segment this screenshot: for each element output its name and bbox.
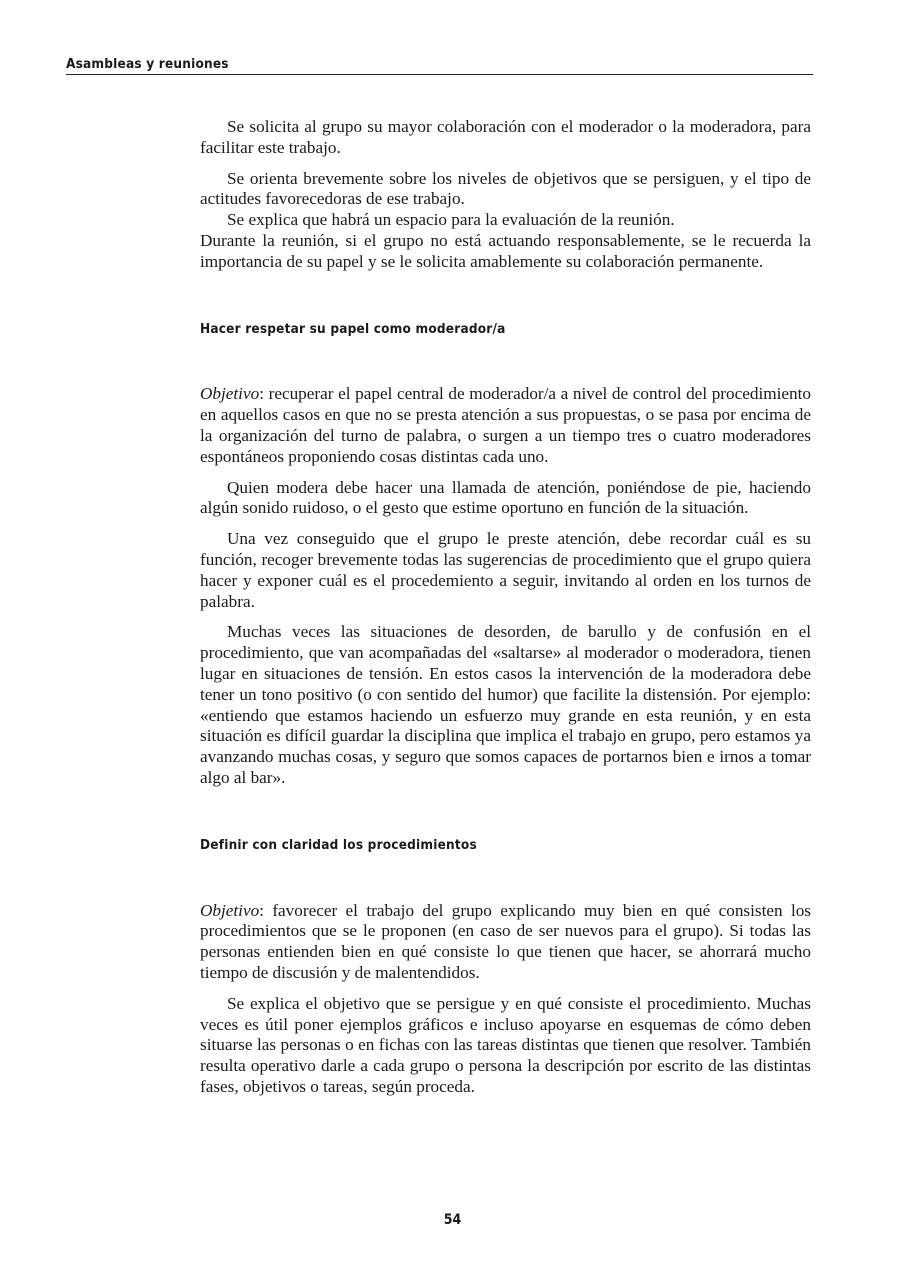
objective-text: : recuperar el papel central de moderador/a a nivel de control del procedimiento en aquellos casos en que no se presta atención a sus propuestas, o se pasa por encima de la organización del turno de palabra, o surgen a un tiempo tres o cuatro moderadores espontáneos proponiendo cosas distintas cada uno. xyxy=(200,384,811,466)
paragraph: Se explica que habrá un espacio para la evaluación de la reunión. xyxy=(227,210,675,230)
paragraph: Se explica el objetivo que se persigue y en qué consiste el procedimiento. Muchas veces es útil poner ejemplos gráficos e incluso apoyarse en esquemas de cómo deben situarse las personas o en fichas con las tareas distintas que tienen que resolver. También resulta operativo darle a cada grupo o persona la descripción por escrito de las distintas fases, objetivos o tareas, según proceda. xyxy=(200,993,811,1096)
paragraph: Una vez conseguido que el grupo le preste atención, debe recordar cuál es su función, recoger brevemente todas las sugerencias de procedimiento que el grupo quiera hacer y exponer cuál es el procedemiento a seguir, invitando al orden en los turnos de palabra. xyxy=(200,529,811,611)
objective-label: Objetivo xyxy=(200,384,260,404)
running-header xyxy=(66,56,813,75)
objective-paragraph xyxy=(200,901,811,984)
objective-text: : favorecer el trabajo del grupo explicando muy bien en qué consisten los procedimientos que se le proponen (en caso de ser nuevos para el grupo). Si todas las personas entienden bien en qué consiste lo que tienen que hacer, se ahorrará mucho tiempo de discusión y de malentendidos. xyxy=(200,900,811,982)
objective-label: Objetivo xyxy=(200,900,260,920)
objective-paragraph xyxy=(200,384,811,467)
body-column xyxy=(200,117,811,1098)
paragraph: Quien modera debe hacer una llamada de atención, poniéndose de pie, haciendo algún sonido ruidoso, o el gesto que estime oportuno en función de la situación. xyxy=(200,477,811,518)
running-title: Asambleas y reuniones xyxy=(66,56,229,72)
paragraph: Durante la reunión, si el grupo no está actuando responsablemente, se le recuerda la importancia de su papel y se le solicita amablemente su colaboración permanente. xyxy=(200,230,811,271)
paragraph: Se orienta brevemente sobre los niveles de objetivos que se persiguen, y el tipo de actitudes favorecedoras de ese trabajo. xyxy=(200,168,811,209)
section-heading: Hacer respetar su papel como moderador/a xyxy=(200,320,506,337)
section-heading: Definir con claridad los procedimientos xyxy=(200,836,477,853)
paragraph: Muchas veces las situaciones de desorden, de barullo y de confusión en el procedimiento, que van acompañadas del «saltarse» al moderador o moderadora, tienen lugar en situaciones de tensión. En estos casos la intervención de la moderadora debe tener un tono positivo (o con sentido del humor) que facilite la distensión. Por ejemplo: «entiendo que estamos haciendo un esfuerzo muy grande en esta reunión, y en esta situación es difícil guardar la disciplina que implica el trabajo en grupo, pero estamos ya avanzando muchas cosas, y seguro que somos capaces de portarnos bien e irnos a tomar algo al bar». xyxy=(200,622,811,787)
paragraph: Se solicita al grupo su mayor colaboración con el moderador o la moderadora, para facilitar este trabajo. xyxy=(200,117,811,157)
page-number: 54 xyxy=(443,1212,462,1228)
